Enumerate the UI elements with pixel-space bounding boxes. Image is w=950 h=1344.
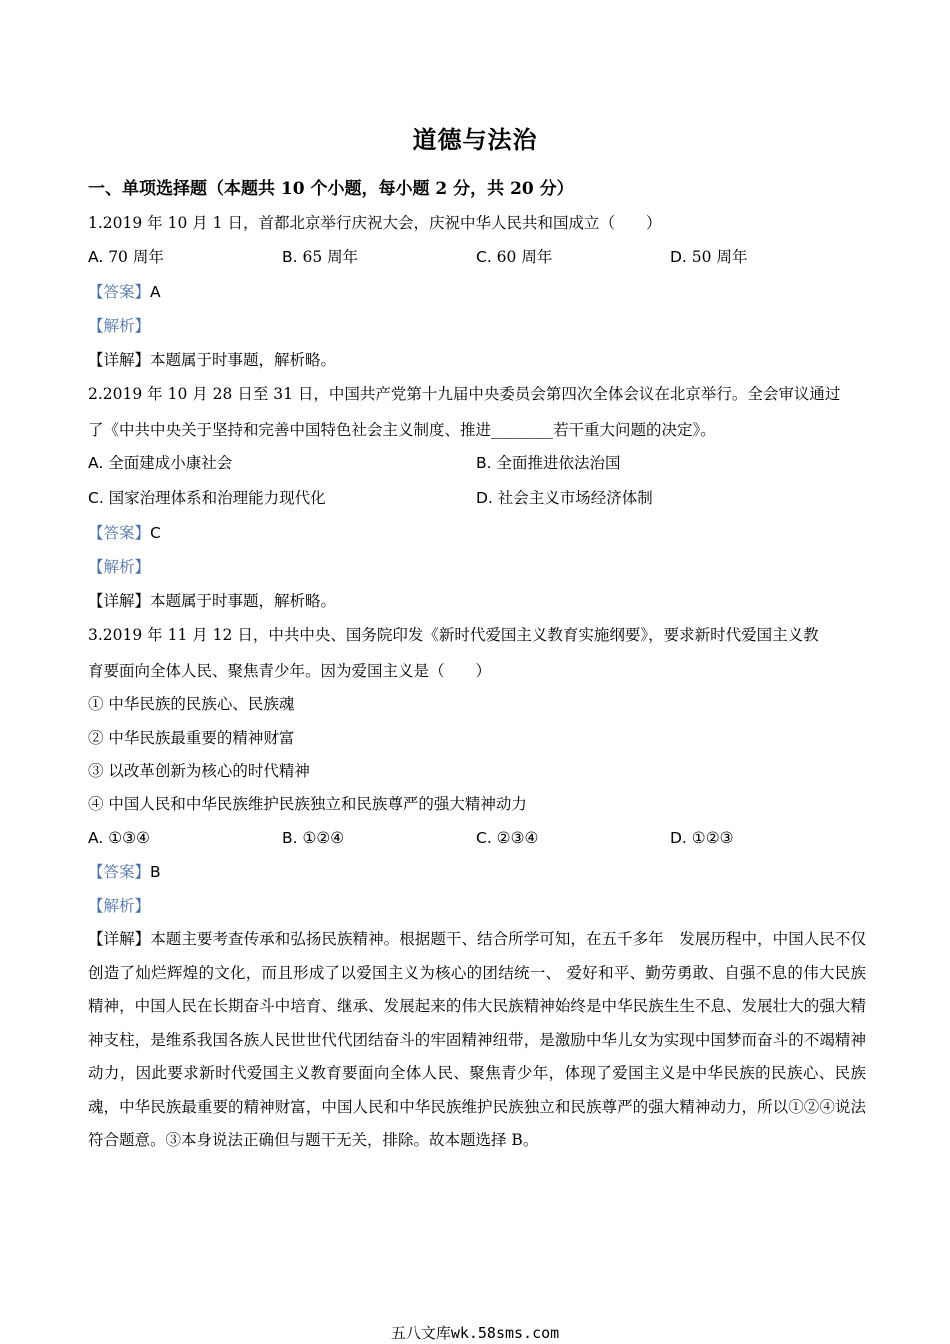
q2-stem-line-2: 了《中共中央关于坚持和完善中国特色社会主义制度、推进________若干重大问题的决定》。 <box>88 421 716 439</box>
q1-analysis-label: 【解析】 <box>88 317 151 335</box>
q3-item-2: ② 中华民族最重要的精神财富 <box>88 729 295 747</box>
q2-stem-line-1: 2.2019 年 10 月 28 日至 31 日，中国共产党第十九届中央委员会第四次全体会议在北京举行。全会审议通过 <box>88 385 841 403</box>
q3-option-b: B. ①②④ <box>282 829 345 847</box>
q2-option-d: D. 社会主义市场经济体制 <box>476 489 653 507</box>
q3-option-c: C. ②③④ <box>476 829 539 847</box>
q3-stem-line-1: 3.2019 年 11 月 12 日，中共中央、国务院印发《新时代爱国主义教育实施纲要》，要求新时代爱国主义教 <box>88 626 819 644</box>
q1-detail: 【详解】本题属于时事题，解析略。 <box>88 351 337 369</box>
q1-option-d: D. 50 周年 <box>670 248 748 266</box>
q3-item-3: ③ 以改革创新为核心的时代精神 <box>88 762 310 780</box>
q2-analysis-label: 【解析】 <box>88 558 151 576</box>
q2-option-a: A. 全面建成小康社会 <box>88 454 233 472</box>
q3-option-d: D. ①②③ <box>670 829 734 847</box>
q3-item-1: ① 中华民族的民族心、民族魂 <box>88 695 295 713</box>
q1-option-c: C. 60 周年 <box>476 248 553 266</box>
q3-detail: 【详解】本题主要考查传承和弘扬民族精神。根据题干、结合所学可知，在五千多年 发展历程中，中国人民不仅创造了灿烂辉煌的文化，而且形成了以爱国主义为核心的团结统一、 爱好和平、勤劳勇敢、自强不息的伟大民族精神，中国人民在长期奋斗中培育、继承、发展起来的伟大民族精神始终是中华民族生生不息、发展壮大的强大精神支柱，是维系我国各族人民世世代代团结奋斗的牢固精神纽带，是激励中华儿女为实现中国梦而奋斗的不竭精神动力，因此要求新时代爱国主义教育要面向全体人民、聚焦青少年，体现了爱国主义是中华民族的民族心、民族魂，中华民族最重要的精神财富，中国人民和中华民族维护民族独立和民族尊严的强大精神动力，所以①②④说法符合题意。③本身说法正确但与题干无关，排除。故本题选择 B。 <box>88 930 866 1149</box>
section-heading: 一、单项选择题（本题共 10 个小题，每小题 2 分，共 20 分） <box>88 179 574 199</box>
q3-answer: 【答案】B <box>88 863 161 881</box>
q1-answer: 【答案】A <box>88 283 161 301</box>
q2-option-b: B. 全面推进依法治国 <box>476 454 621 472</box>
q1-option-b: B. 65 周年 <box>282 248 359 266</box>
q3-option-a: A. ①③④ <box>88 829 150 847</box>
q3-stem-line-2: 育要面向全体人民、聚焦青少年。因为爱国主义是（ ） <box>88 662 492 680</box>
footer-watermark: 五八文库wk.58sms.com <box>390 1324 560 1342</box>
q2-answer: 【答案】C <box>88 524 161 542</box>
q3-item-4: ④ 中国人民和中华民族维护民族独立和民族尊严的强大精神动力 <box>88 795 527 813</box>
q3-analysis-label: 【解析】 <box>88 897 151 915</box>
q2-detail: 【详解】本题属于时事题，解析略。 <box>88 592 337 610</box>
q1-option-a: A. 70 周年 <box>88 248 164 266</box>
q1-stem: 1.2019 年 10 月 1 日，首都北京举行庆祝大会，庆祝中华人民共和国成立（ ） <box>88 214 662 232</box>
page-title: 道德与法治 <box>412 125 538 154</box>
q2-option-c: C. 国家治理体系和治理能力现代化 <box>88 489 326 507</box>
